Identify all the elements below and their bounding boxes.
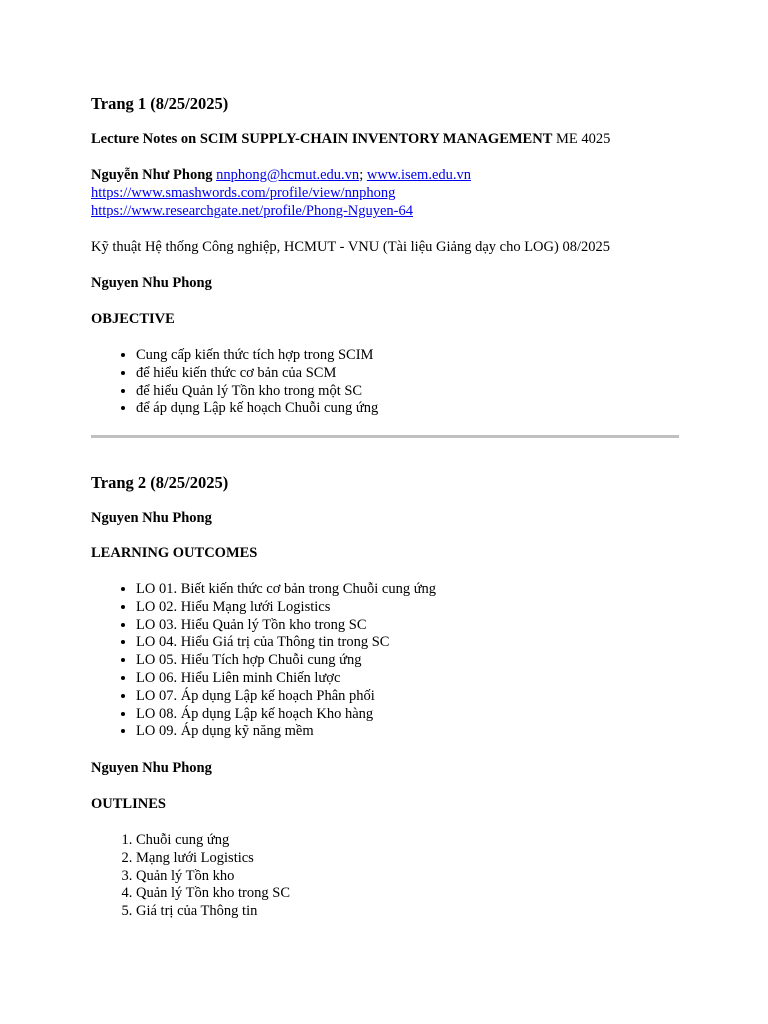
email-link[interactable]: nnphong@hcmut.edu.vn [216, 167, 360, 183]
learning-outcomes-title: LEARNING OUTCOMES [91, 545, 258, 561]
department-line: Kỹ thuật Hệ thống Công nghiệp, HCMUT - VNU (Tài liệu Giảng dạy cho LOG) 08/2025 [91, 239, 610, 255]
objective-list [91, 347, 724, 418]
isem-site-link[interactable]: www.isem.edu.vn [366, 167, 472, 183]
list-item: 2. Mạng lưới Logistics [136, 850, 724, 868]
list-item: • LO 05. Hiểu Tích hợp Chuỗi cung ứng [136, 652, 724, 670]
list-item: • để hiểu Quản lý Tồn kho trong một SC [136, 383, 724, 401]
outlines-title: OUTLINES [91, 796, 166, 812]
list-item: • LO 09. Áp dụng kỹ năng mềm [136, 723, 724, 741]
lecture-course-code: ME 4025 [552, 131, 611, 147]
list-item: • để áp dụng Lập kế hoạch Chuỗi cung ứng [136, 400, 724, 418]
list-item: • LO 04. Hiểu Giá trị của Thông tin trong SC [136, 634, 724, 652]
list-item: 4. Quản lý Tồn kho trong SC [136, 885, 724, 903]
list-item: 3. Quản lý Tồn kho [136, 868, 724, 886]
link-separator: ; [359, 167, 364, 183]
page-1-heading: Trang 1 (8/25/2025) [91, 94, 229, 113]
page-1-author: Nguyen Nhu Phong [91, 275, 212, 291]
smashwords-line [91, 185, 679, 203]
researchgate-link[interactable]: https://www.researchgate.net/profile/Phong-Nguyen-64 [91, 203, 414, 219]
list-item: • LO 03. Hiểu Quản lý Tồn kho trong SC [136, 617, 724, 635]
list-item: • LO 01. Biết kiến thức cơ bản trong Chuỗi cung ứng [136, 581, 724, 599]
list-item: • LO 06. Hiểu Liên minh Chiến lược [136, 670, 724, 688]
list-item: 5. Giá trị của Thông tin [136, 903, 724, 921]
page-2-heading: Trang 2 (8/25/2025) [91, 473, 229, 492]
page-separator [91, 435, 679, 438]
page-2-author: Nguyen Nhu Phong [91, 510, 212, 526]
page-2-author-2: Nguyen Nhu Phong [91, 760, 212, 776]
author-name: Nguyễn Như Phong [91, 167, 213, 183]
lecture-title-bold: Lecture Notes on SCIM SUPPLY-CHAIN INVENTORY MANAGEMENT [91, 131, 553, 147]
outlines-list [91, 832, 724, 921]
list-item: • LO 07. Áp dụng Lập kế hoạch Phân phối [136, 688, 724, 706]
researchgate-line [91, 203, 679, 221]
list-item: • LO 08. Áp dụng Lập kế hoạch Kho hàng [136, 706, 724, 724]
list-item: • LO 02. Hiểu Mạng lưới Logistics [136, 599, 724, 617]
list-item: • Cung cấp kiến thức tích hợp trong SCIM [136, 347, 724, 365]
list-item: 1. Chuỗi cung ứng [136, 832, 724, 850]
smashwords-link[interactable]: https://www.smashwords.com/profile/view/nnphong [91, 185, 396, 201]
author-line [91, 167, 679, 185]
list-item: • để hiểu kiến thức cơ bản của SCM [136, 365, 724, 383]
lecture-title [91, 131, 679, 149]
objective-title: OBJECTIVE [91, 311, 175, 327]
learning-outcomes-list [91, 581, 724, 741]
